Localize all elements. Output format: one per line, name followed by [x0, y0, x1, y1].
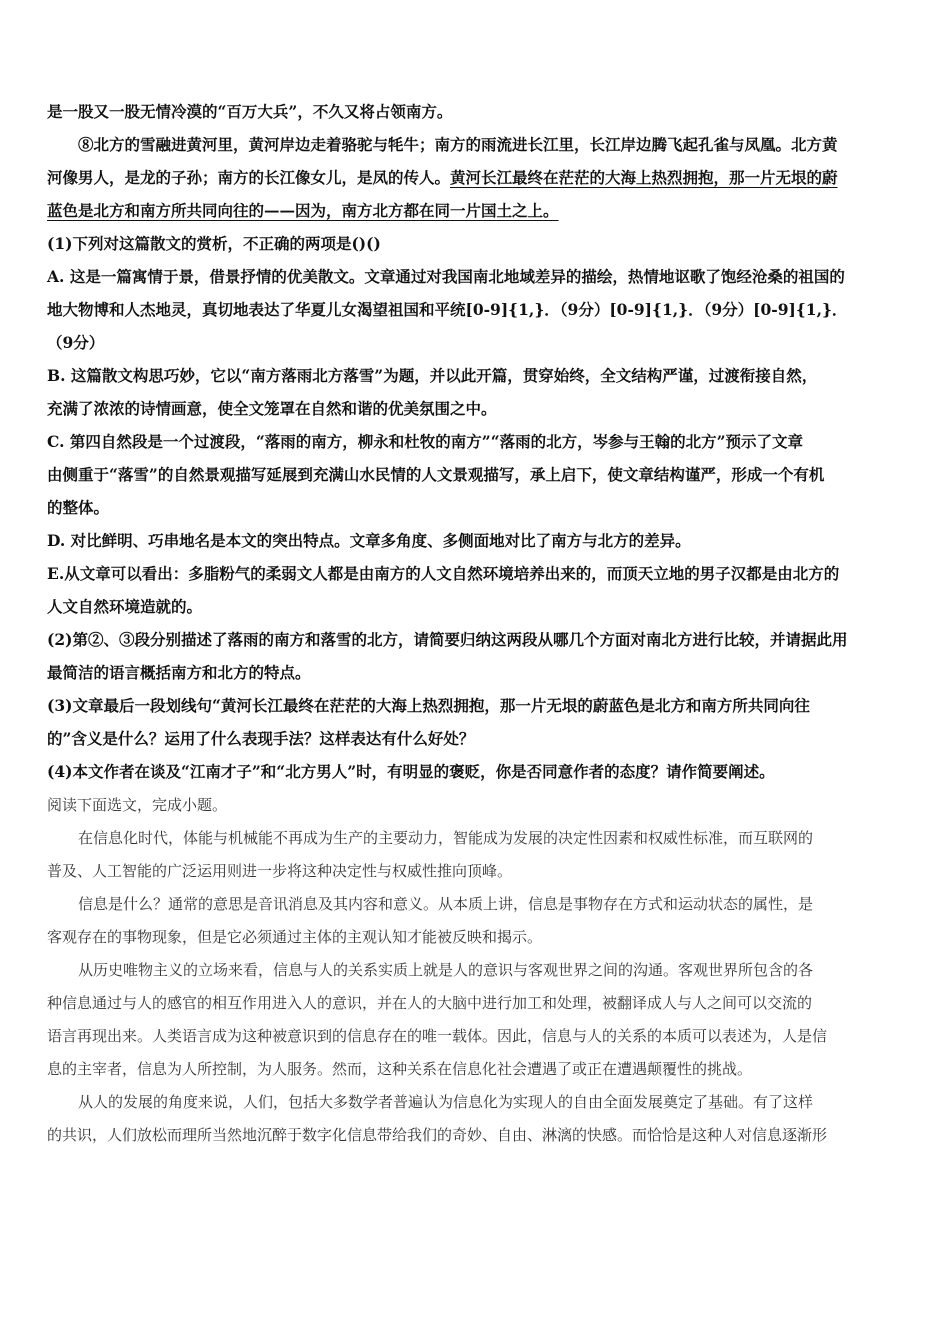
- option-d: D. 对比鲜明、巧串地名是本文的突出特点。文章多角度、多侧面地对比了南方与北方的差异。: [47, 531, 691, 550]
- text-line: 地大物博和人杰地灵，真切地表达了华夏儿女渴望祖国和平统[0-9]{1,}．（9分）[0-9]{1,}．（9分）[0-9]{1,}．: [47, 300, 848, 319]
- text-line: 种信息通过与人的感官的相互作用进入人的意识，并在人的大脑中进行加工和处理，被翻译成人与人之间可以交流的: [47, 994, 813, 1012]
- text-line: [47, 167, 838, 189]
- text-line: （9分）: [47, 333, 105, 352]
- passage-paragraph-3: 从历史唯物主义的立场来看，信息与人的关系实质上就是人的意识与客观世界之间的沟通。客观世界所包含的各: [78, 961, 814, 979]
- question-4: (4)本文作者在谈及“江南才子”和“北方男人”时，有明显的褒贬，你是否同意作者的态度？请作简要阐述。: [47, 762, 775, 781]
- passage-paragraph-4: 从人的发展的角度来说，人们，包括大多数学者普遍认为信息化为实现人的自由全面发展奠定了基础。有了这样: [78, 1093, 814, 1111]
- underlined-sentence-end: 蓝色是北方和南方所共同向往的——因为，南方北方都在同一片国土之上。: [47, 201, 559, 220]
- text-line: 的整体。: [47, 498, 110, 517]
- passage-paragraph-2: 信息是什么？通常的意思是音讯消息及其内容和意义。从本质上讲，信息是事物存在方式和运动状态的属性，是: [78, 895, 814, 913]
- option-b: B. 这篇散文构思巧妙，它以“南方落雨北方落雪”为题，并以此开篇，贯穿始终，全文结构严谨，过渡衔接自然，: [47, 366, 818, 385]
- text-line: 息的主宰者，信息为人所控制，为人服务。然而，这种关系在信息化社会遭遇了或正在遭遇颠覆性的挑战。: [47, 1060, 753, 1078]
- text-line: 由侧重于“落雪”的自然景观描写延展到充满山水民情的人文景观描写，承上启下，使文章结构谨严，形成一个有机: [47, 465, 825, 484]
- text-line: 语言再现出来。人类语言成为这种被意识到的信息存在的唯一载体。因此，信息与人的关系的本质可以表述为，人是信: [47, 1027, 828, 1045]
- option-e: E.从文章可以看出：多脂粉气的柔弱文人都是由南方的人文自然环境培养出来的，而顶天立地的男子汉都是由北方的: [47, 564, 840, 583]
- paragraph-8-start: ⑧北方的雪融进黄河里，黄河岸边走着骆驼与牦牛；南方的雨流进长江里，长江岸边腾飞起孔雀与凤凰。北方黄: [78, 135, 838, 154]
- text-line: 最简洁的语言概括南方和北方的特点。: [47, 663, 311, 682]
- text-segment: 河像男人，是龙的子孙；南方的长江像女儿，是凤的传人。: [47, 168, 451, 187]
- question-2: (2)第②、③段分别描述了落雨的南方和落雪的北方，请简要归纳这两段从哪几个方面对南北方进行比较，并请据此用: [47, 630, 848, 649]
- text-line: 充满了浓浓的诗情画意，使全文笼罩在自然和谐的优美氛围之中。: [47, 399, 497, 418]
- text-line: 普及、人工智能的广泛运用则进一步将这种决定性与权威性推向顶峰。: [47, 862, 513, 880]
- option-a: A. 这是一篇寓情于景，借景抒情的优美散文。文章通过对我国南北地域差异的描绘，热情地讴歌了饱经沧桑的祖国的: [47, 267, 845, 286]
- option-c: C. 第四自然段是一个过渡段，“落雨的南方，柳永和杜牧的南方”“落雨的北方，岑参与王翰的北方”预示了文章: [47, 432, 804, 451]
- text-line: 是一股又一股无情冷漠的“百万大兵”，不久又将占领南方。: [47, 102, 453, 121]
- text-line: 人文自然环境造就的。: [47, 597, 203, 616]
- text-line: 的”含义是什么？运用了什么表现手法？这样表达有什么好处？: [47, 729, 475, 748]
- text-line: 的共识，人们放松而理所当然地沉醉于数字化信息带给我们的奇妙、自由、淋漓的快感。而恰恰是这种人对信息逐渐形: [47, 1126, 828, 1144]
- reading-instruction: 阅读下面选文，完成小题。: [47, 796, 228, 814]
- question-3: (3)文章最后一段划线句“黄河长江最终在茫茫的大海上热烈拥抱，那一片无垠的蔚蓝色是北方和南方所共同向往: [47, 696, 810, 715]
- underlined-sentence: 黄河长江最终在茫茫的大海上热烈拥抱，那一片无垠的蔚: [450, 168, 838, 187]
- text-line: 客观存在的事物现象，但是它必须通过主体的主观认知才能被反映和揭示。: [47, 928, 543, 946]
- question-1: (1)下列对这篇散文的赏析，不正确的两项是()(): [47, 234, 381, 253]
- passage-paragraph-1: 在信息化时代，体能与机械能不再成为生产的主要动力，智能成为发展的决定性因素和权威性标准，而互联网的: [78, 829, 814, 847]
